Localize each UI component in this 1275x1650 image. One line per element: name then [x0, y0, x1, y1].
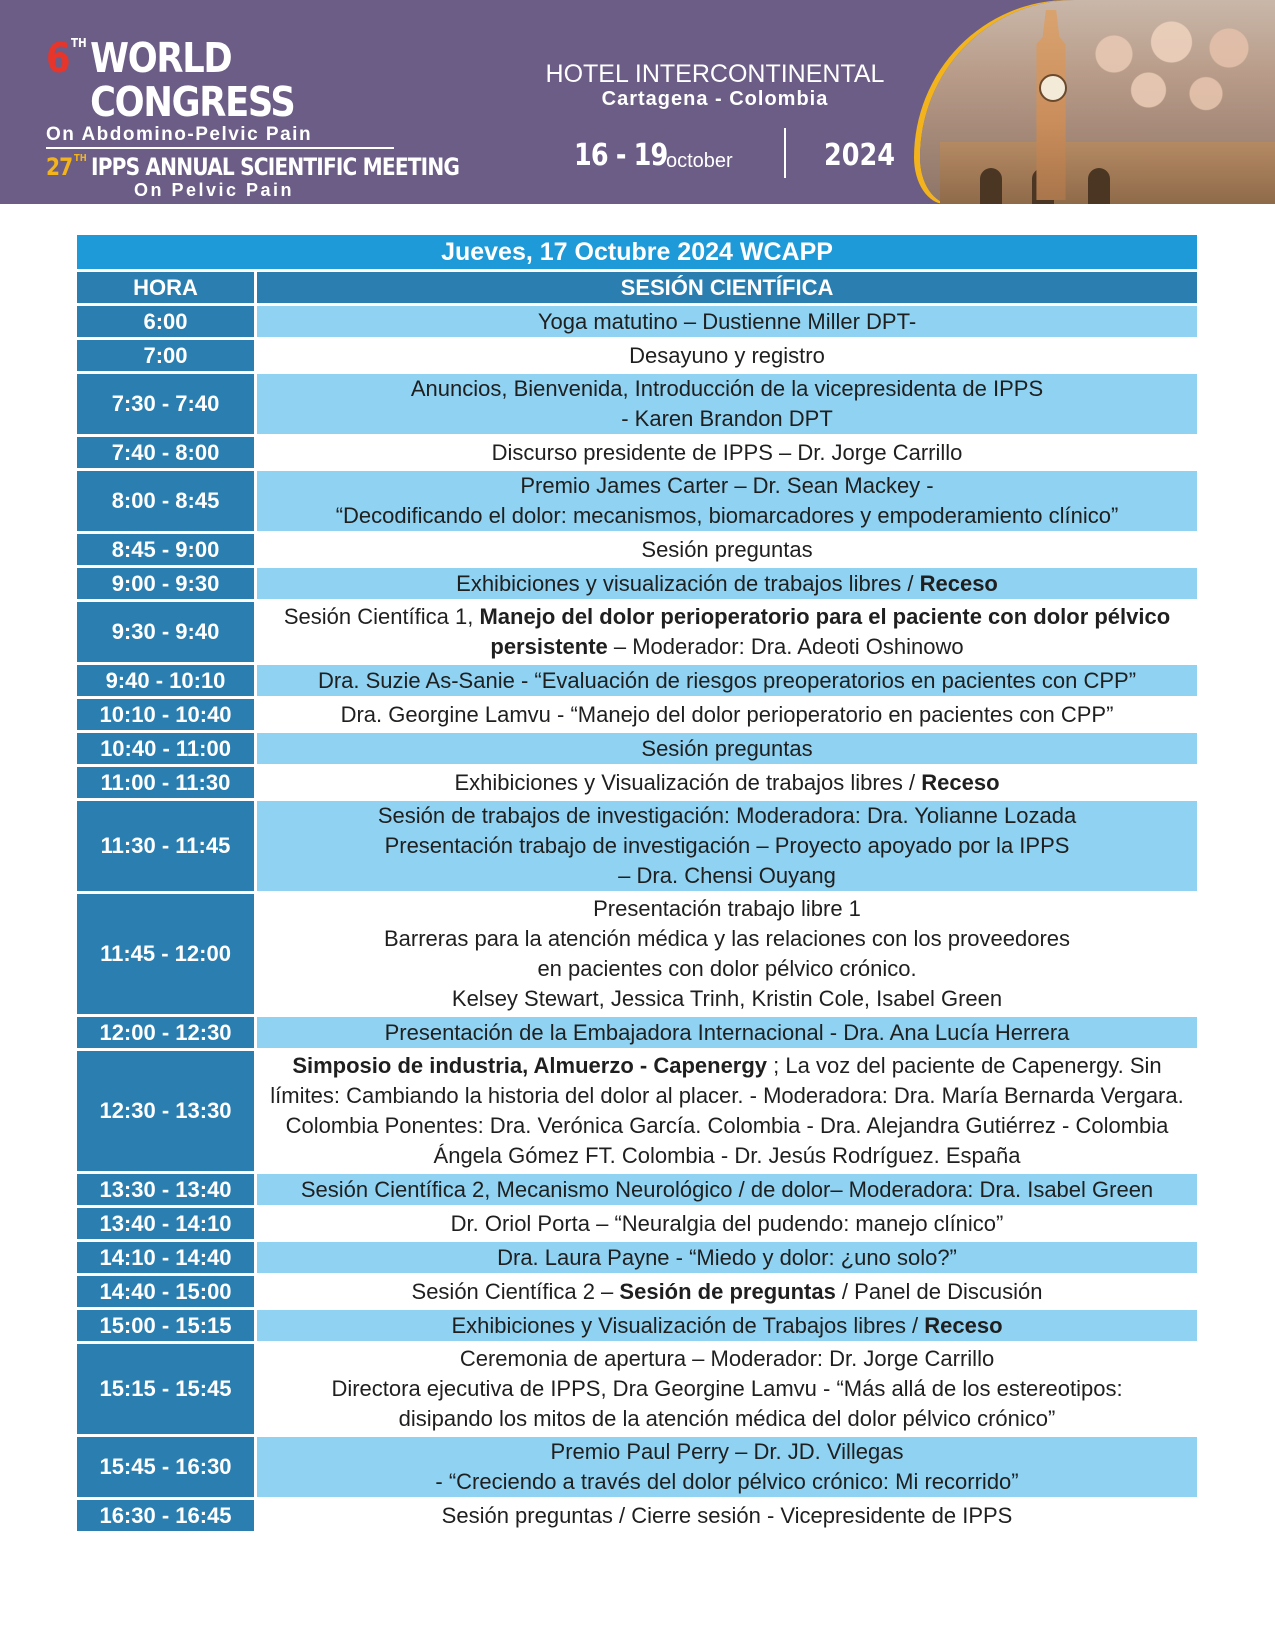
session-text: Premio James Carter – Dr. Sean Mackey -: [520, 473, 934, 498]
session-cell: [257, 699, 1197, 730]
table-row: [77, 894, 1197, 1014]
session-cell: [257, 665, 1197, 696]
time-cell: 13:30 - 13:40: [77, 1174, 257, 1205]
session-text: Dr. Oriol Porta – “Neuralgia del pudendo: manejo clínico”: [450, 1210, 1004, 1236]
session-text: Dra. Laura Payne - “Miedo y dolor: ¿uno solo?”: [497, 1244, 957, 1270]
table-row: [77, 602, 1197, 662]
session-text: Sesión preguntas: [641, 735, 813, 761]
table-row: [77, 1174, 1197, 1205]
session-text: Exhibiciones y visualización de trabajos libres /: [456, 570, 920, 596]
table-row: [77, 471, 1197, 531]
session-cell: [257, 1310, 1197, 1341]
session-cell: [257, 767, 1197, 798]
time-cell: 10:40 - 11:00: [77, 733, 257, 764]
meeting-title: IPPS ANNUAL SCIENTIFIC MEETING: [91, 153, 460, 181]
session-text: Sesión Científica 1,: [283, 604, 480, 629]
session-cell: [257, 1437, 1197, 1497]
session-text: Sesión Científica 2 –: [411, 1278, 620, 1304]
wall-arch: [980, 168, 1002, 204]
congress-number-suffix: TH: [70, 36, 87, 50]
time-cell: 13:40 - 14:10: [77, 1208, 257, 1239]
table-row: [77, 665, 1197, 696]
session-cell: [257, 534, 1197, 565]
session-text: Premio Paul Perry – Dr. JD. Villegas: [550, 1439, 904, 1464]
session-text: ; La voz del paciente de Capenergy. Sin límites: Cambiando la historia del dolor al placer. - Moderadora: Dra. María Bernarda Vergara. Colombia Ponentes: Dra. Verónica García. Colombia - Dra. Alejandra Gutiérrez - Colombia Ángela Gómez FT. Colombia - Dr. Jesús Rodríguez. España: [270, 1053, 1184, 1168]
time-cell: 10:10 - 10:40: [77, 699, 257, 730]
table-row: [77, 1017, 1197, 1048]
table-row: [77, 733, 1197, 764]
session-text: Kelsey Stewart, Jessica Trinh, Kristin Cole, Isabel Green: [451, 986, 1003, 1011]
session-text-bold: Receso: [924, 1312, 1003, 1338]
time-cell: 12:30 - 13:30: [77, 1051, 257, 1171]
meeting-number: 27: [46, 153, 73, 181]
group-photo: [1045, 0, 1275, 120]
congress-number: 6: [46, 34, 70, 82]
table-row: [77, 340, 1197, 371]
session-text: Sesión preguntas / Cierre sesión - Vicepresidente de IPPS: [441, 1502, 1013, 1528]
event-month: october: [666, 150, 733, 172]
event-dates: [570, 128, 900, 180]
session-cell: [257, 1017, 1197, 1048]
session-cell: [257, 340, 1197, 371]
time-cell: 9:00 - 9:30: [77, 568, 257, 599]
wall-arch: [1088, 168, 1110, 204]
session-cell: [257, 733, 1197, 764]
session-cell: [257, 894, 1197, 1014]
table-row: [77, 1310, 1197, 1341]
column-header-row: [77, 272, 1197, 303]
session-text: Yoga matutino – Dustienne Miller DPT-: [537, 308, 917, 334]
time-cell: 7:30 - 7:40: [77, 374, 257, 434]
session-text: Barreras para la atención médica y las relaciones con los proveedores: [383, 926, 1071, 951]
time-cell: 15:45 - 16:30: [77, 1437, 257, 1497]
session-cell: [257, 1344, 1197, 1434]
time-cell: 6:00: [77, 306, 257, 337]
time-cell: 7:00: [77, 340, 257, 371]
session-cell: [257, 801, 1197, 891]
session-cell: [257, 306, 1197, 337]
day-title: Jueves, 17 Octubre 2024 WCAPP: [77, 235, 1197, 269]
header-banner: [0, 0, 1275, 204]
session-text: en pacientes con dolor pélvico crónico.: [537, 956, 917, 981]
session-text: Presentación trabajo de investigación – Proyecto apoyado por la IPPS: [384, 833, 1070, 858]
session-cell: [257, 1500, 1197, 1531]
session-text: Exhibiciones y Visualización de trabajos libres /: [454, 769, 922, 795]
session-text: “Decodificando el dolor: mecanismos, biomarcadores y empoderamiento clínico”: [335, 503, 1119, 528]
date-divider: [784, 128, 786, 178]
session-text-bold: Receso: [921, 769, 1000, 795]
cartagena-photo: [920, 0, 1275, 204]
session-text: Sesión Científica 2, Mecanismo Neurológico / de dolor– Moderadora: Dra. Isabel Green: [300, 1176, 1154, 1202]
session-cell: [257, 471, 1197, 531]
hotel-name: HOTEL INTERCONTINENTAL: [545, 60, 885, 88]
congress-subtitle: On Abdomino-Pelvic Pain: [46, 124, 394, 149]
session-cell: [257, 1208, 1197, 1239]
session-text: – Moderador: Dra. Adeoti Oshinowo: [607, 634, 964, 659]
session-text: - Karen Brandon DPT: [621, 406, 833, 431]
session-text-bold: Simposio de industria, Almuerzo - Capenergy: [292, 1053, 768, 1078]
session-text: disipando los mitos de la atención médica del dolor pélvico crónico”: [398, 1406, 1056, 1431]
time-cell: 14:40 - 15:00: [77, 1276, 257, 1307]
session-text: Sesión preguntas: [641, 536, 813, 562]
column-header-session: SESIÓN CIENTÍFICA: [257, 272, 1197, 303]
table-row: [77, 767, 1197, 798]
table-row: [77, 1208, 1197, 1239]
time-cell: 9:40 - 10:10: [77, 665, 257, 696]
session-text: - “Creciendo a través del dolor pélvico crónico: Mi recorrido”: [435, 1469, 1019, 1494]
session-text: Dra. Suzie As-Sanie - “Evaluación de riesgos preoperatorios en pacientes con CPP”: [317, 667, 1137, 693]
event-days: 16 - 19: [574, 138, 668, 173]
meeting-title-line: [46, 153, 460, 181]
session-text: Presentación trabajo libre 1: [593, 896, 861, 921]
session-text: Directora ejecutiva de IPPS, Dra Georgine Lamvu - “Más allá de los estereotipos:: [331, 1376, 1123, 1401]
time-cell: 11:00 - 11:30: [77, 767, 257, 798]
session-text: Ceremonia de apertura – Moderador: Dr. Jorge Carrillo: [459, 1346, 995, 1371]
table-row: [77, 1242, 1197, 1273]
time-cell: 7:40 - 8:00: [77, 437, 257, 468]
schedule-table: [77, 232, 1197, 1534]
venue-city: Cartagena - Colombia: [601, 88, 829, 110]
meeting-subtitle: On Pelvic Pain: [134, 180, 295, 200]
session-text: Anuncios, Bienvenida, Introducción de la vicepresidenta de IPPS: [410, 376, 1044, 401]
session-text: Discurso presidente de IPPS – Dr. Jorge Carrillo: [491, 439, 963, 465]
day-header-row: [77, 235, 1197, 269]
session-cell: [257, 374, 1197, 434]
time-cell: 14:10 - 14:40: [77, 1242, 257, 1273]
session-cell: [257, 568, 1197, 599]
table-row: [77, 1437, 1197, 1497]
event-year: 2024: [824, 138, 895, 173]
venue-info: [540, 60, 890, 110]
session-text: / Panel de Discusión: [835, 1278, 1043, 1304]
session-text-bold: Sesión de preguntas: [619, 1278, 836, 1304]
session-cell: [257, 1174, 1197, 1205]
session-cell: [257, 1242, 1197, 1273]
session-cell: [257, 1276, 1197, 1307]
congress-title-line: [46, 36, 364, 124]
time-cell: 9:30 - 9:40: [77, 602, 257, 662]
column-header-time: HORA: [77, 272, 257, 303]
time-cell: 15:15 - 15:45: [77, 1344, 257, 1434]
congress-logo: [46, 34, 460, 201]
table-row: [77, 534, 1197, 565]
table-row: [77, 1500, 1197, 1531]
table-row: [77, 374, 1197, 434]
session-cell: [257, 437, 1197, 468]
session-cell: [257, 1051, 1197, 1171]
table-row: [77, 801, 1197, 891]
session-cell: [257, 602, 1197, 662]
session-text-bold: Receso: [919, 570, 998, 596]
table-row: [77, 1051, 1197, 1171]
schedule-body: [77, 306, 1197, 1531]
time-cell: 11:45 - 12:00: [77, 894, 257, 1014]
time-cell: 11:30 - 11:45: [77, 801, 257, 891]
session-text-bold: Manejo del dolor perioperatorio para el paciente con dolor pélvico persistente: [479, 604, 1171, 659]
table-row: [77, 699, 1197, 730]
session-text: Desayuno y registro: [629, 342, 825, 368]
time-cell: 12:00 - 12:30: [77, 1017, 257, 1048]
clock-icon: [1039, 74, 1067, 102]
time-cell: 15:00 - 15:15: [77, 1310, 257, 1341]
table-row: [77, 568, 1197, 599]
table-row: [77, 1276, 1197, 1307]
meeting-number-suffix: TH: [74, 153, 87, 164]
session-text: – Dra. Chensi Ouyang: [618, 863, 836, 888]
session-text: Presentación de la Embajadora Internacional - Dra. Ana Lucía Herrera: [384, 1019, 1070, 1045]
session-text: Exhibiciones y Visualización de Trabajos libres /: [451, 1312, 925, 1338]
session-text: Dra. Georgine Lamvu - “Manejo del dolor perioperatorio en pacientes con CPP”: [340, 701, 1114, 727]
time-cell: 8:45 - 9:00: [77, 534, 257, 565]
table-row: [77, 1344, 1197, 1434]
table-row: [77, 306, 1197, 337]
time-cell: 8:00 - 8:45: [77, 471, 257, 531]
time-cell: 16:30 - 16:45: [77, 1500, 257, 1531]
session-text: Sesión de trabajos de investigación: Moderadora: Dra. Yolianne Lozada: [377, 803, 1077, 828]
table-row: [77, 437, 1197, 468]
congress-title: WORLD CONGRESS: [90, 34, 295, 126]
